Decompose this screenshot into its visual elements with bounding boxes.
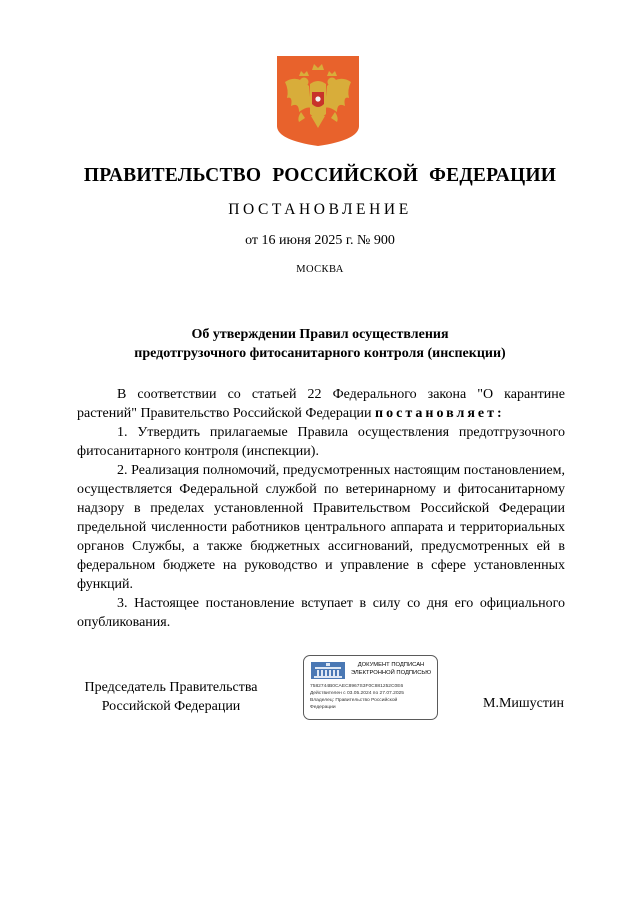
document-subject (90, 325, 550, 363)
preamble-text: В соответствии со статьей 22 Федерального закона "О карантине растений" Правительство Российской Федерации (77, 387, 565, 421)
certificate-validity: Действителен с 03.05.2024 по 27.07.2025 (310, 691, 404, 696)
document-type: ПОСТАНОВЛЕНИЕ (228, 201, 412, 218)
subject-line-1: Об утверждении Правил осуществления (191, 327, 449, 342)
electronic-signature-stamp (303, 655, 438, 720)
paragraph-item-3: 3. Настоящее постановление вступает в силу со дня его официального опубликования. (77, 596, 565, 630)
signer-name: М.Мишустин (483, 696, 564, 711)
issue-city: МОСКВА (296, 264, 344, 275)
stamp-heading-line-2: ЭЛЕКТРОННОЙ ПОДПИСЬЮ (350, 669, 432, 676)
stamp-heading-line-1: ДОКУМЕНТ ПОДПИСАН (357, 662, 425, 668)
government-title: ПРАВИТЕЛЬСТВО РОССИЙСКОЙ ФЕДЕРАЦИИ (83, 165, 557, 186)
position-line-2: Российской Федерации (101, 699, 241, 714)
paragraph-item-1: 1. Утвердить прилагаемые Правила осуществления предотгрузочного фитосанитарного контроля (инспекции). (77, 425, 565, 459)
government-building-icon (311, 662, 345, 679)
paragraph-preamble (77, 385, 565, 423)
certificate-owner-line-2: Федерации (310, 705, 336, 710)
paragraph-item-2: 2. Реализация полномочий, предусмотренных настоящим постановлением, осуществляется Федеральной службой по ветеринарному и фитосанитарному надзору в пределах установленной Правительством Российской Федерации предельной численности работников центрального аппарата и территориальных органов Службы, а также бюджетных ассигнований, предусмотренных ей в федеральном бюджете на руководство и управление в сфере установленных функций. (77, 463, 565, 592)
resolves-word: постановляет: (375, 406, 505, 421)
certificate-owner-line-1: Владелец: Правительство Российской (310, 698, 398, 703)
stamp-details (310, 683, 436, 711)
document-date-number: от 16 июня 2025 г. № 900 (245, 233, 395, 248)
signatory-position (60, 678, 282, 716)
certificate-number: 7582744B0CAEC8967S3F0C881252C0E6 (310, 684, 404, 689)
coat-of-arms-icon (277, 56, 359, 146)
subject-line-2: предотгрузочного фитосанитарного контроля (инспекции) (134, 346, 506, 361)
position-line-1: Председатель Правительства (84, 680, 258, 695)
stamp-heading (348, 662, 434, 677)
document-body (77, 385, 565, 632)
